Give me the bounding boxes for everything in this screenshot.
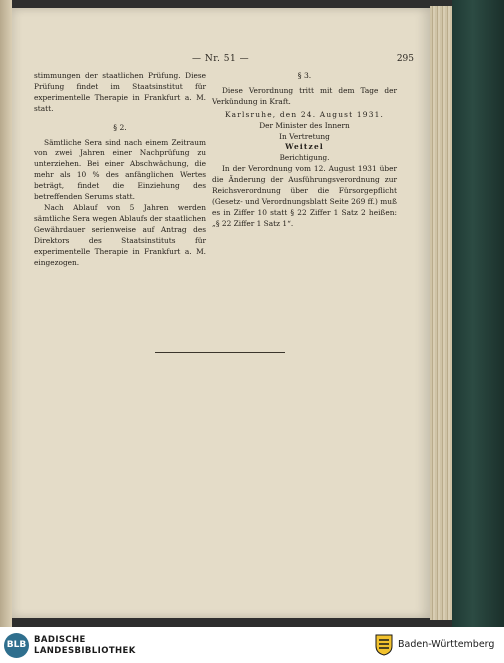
right-column — [212, 71, 397, 230]
section-2-title: § 2. — [113, 122, 127, 132]
right-paragraph-1: Diese Verordnung tritt mit dem Tage der Verkündung in Kraft. — [212, 85, 397, 106]
document-page — [12, 8, 430, 618]
signature: Weitzel — [285, 142, 324, 152]
page-stack-edge — [430, 6, 452, 620]
state-crest-icon[interactable] — [375, 634, 393, 656]
footer-bar — [0, 627, 504, 663]
library-name-line2: LANDESBIBLIOTHEK — [34, 646, 136, 656]
authority: Der Minister des Innern — [259, 120, 350, 130]
section-3-title: § 3. — [297, 71, 312, 80]
berichtigung-title: Berichtigung. — [279, 153, 330, 163]
deputy-line: In Vertretung — [279, 131, 330, 141]
page-header — [12, 54, 430, 66]
left-paragraph-3: Nach Ablauf von 5 Jahren werden sämtliche Sera wegen Ablaufs der staatlichen Gewährdauer serienweise auf Antrag des Direktors des Staatsinstituts für experimentelle Therapie in Frankfurt a. M. eingezogen. — [34, 202, 206, 267]
previous-page-edge — [0, 0, 12, 627]
issue-number: — Nr. 51 — — [192, 54, 250, 64]
blb-logo-icon[interactable]: BLB — [4, 633, 29, 658]
page-number: 295 — [396, 54, 414, 64]
book-spine — [452, 0, 504, 627]
library-name-line1: BADISCHE — [34, 635, 86, 645]
left-column — [34, 71, 206, 268]
end-rule — [155, 352, 285, 353]
library-name[interactable] — [34, 635, 136, 657]
place-date: Karlsruhe, den 24. August 1931. — [224, 109, 385, 119]
left-paragraph-1: stimmungen der staatlichen Prüfung. Diese Prüfung findet im Staatsinstitut für experimentelle Therapie in Frankfurt a. M. statt. — [34, 71, 206, 113]
berichtigung-text: In der Verordnung vom 12. August 1931 über die Änderung der Ausführungsverordnung zur Reichsverordnung über die Fürsorgepflicht (Gesetz- und Verordnungsblatt Seite 269 ff.) muß es in Ziffer 10 statt § 22 Ziffer 1 Satz 2 heißen: „§ 22 Ziffer 1 Satz 1“. — [212, 164, 397, 228]
left-paragraph-2: Sämtliche Sera sind nach einem Zeitraum von zwei Jahren einer Nachprüfung zu unterziehen. Bei einer Abschwächung, die mehr als 10 % des anfänglichen Wertes beträgt, findet die Einziehung des betreffenden Serums statt. — [34, 137, 206, 202]
state-name[interactable]: Baden-Württemberg — [398, 639, 495, 650]
